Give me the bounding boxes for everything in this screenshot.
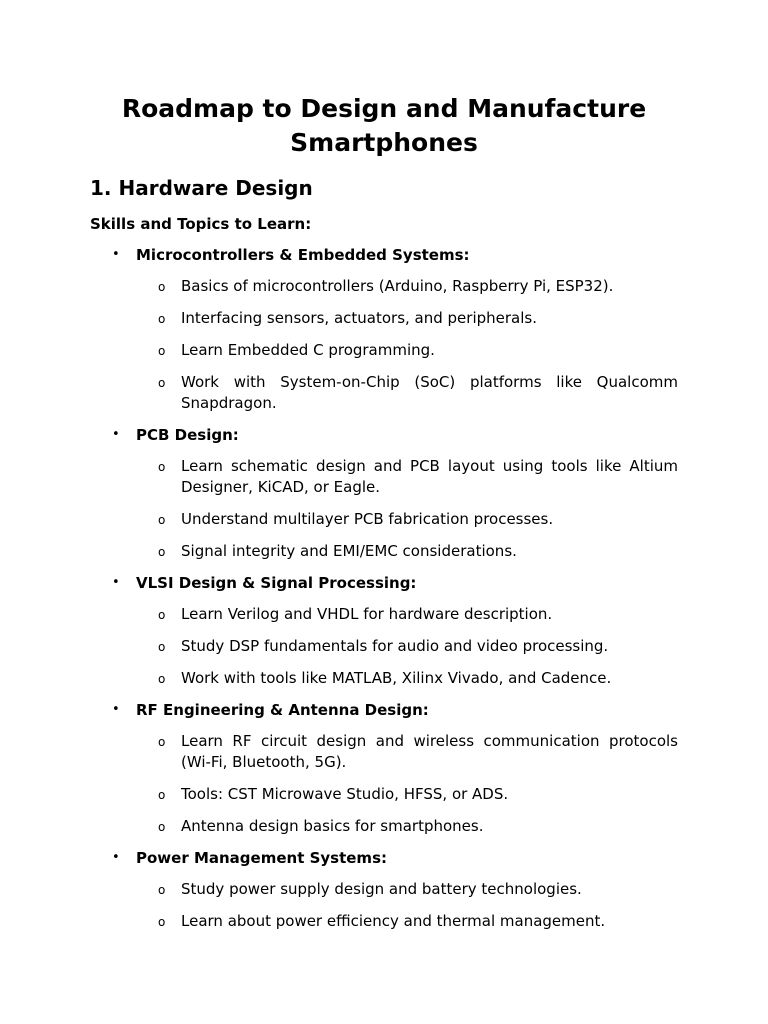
detail-text: Learn Embedded C programming. [181, 341, 435, 359]
circle-bullet-icon: o [158, 788, 166, 802]
detail-text: Work with System-on-Chip (SoC) platforms like Qualcomm Snapdragon. [181, 373, 678, 412]
detail-item [90, 276, 678, 297]
bullet-icon: • [112, 427, 120, 442]
circle-bullet-icon: o [158, 640, 166, 654]
topic-item [90, 573, 678, 689]
detail-text: Work with tools like MATLAB, Xilinx Vivado, and Cadence. [181, 669, 612, 687]
detail-text: Antenna design basics for smartphones. [181, 817, 484, 835]
document-title: Roadmap to Design and Manufacture Smartphones [121, 94, 647, 157]
topic-item [90, 245, 678, 414]
detail-item [90, 340, 678, 361]
detail-item [90, 372, 678, 414]
bullet-icon: • [112, 575, 120, 590]
detail-list [90, 276, 678, 414]
topic-title: VLSI Design & Signal Processing: [136, 574, 417, 592]
detail-item [90, 668, 678, 689]
detail-item [90, 879, 678, 900]
detail-item [90, 731, 678, 773]
topic-item [90, 425, 678, 562]
circle-bullet-icon: o [158, 344, 166, 358]
detail-item [90, 636, 678, 657]
detail-item [90, 456, 678, 498]
topic-item [90, 848, 678, 932]
circle-bullet-icon: o [158, 460, 166, 474]
detail-list [90, 456, 678, 562]
detail-item [90, 911, 678, 932]
detail-text: Learn RF circuit design and wireless communication protocols (Wi-Fi, Bluetooth, 5G). [181, 732, 678, 771]
detail-text: Tools: CST Microwave Studio, HFSS, or ADS. [181, 785, 509, 803]
circle-bullet-icon: o [158, 513, 166, 527]
circle-bullet-icon: o [158, 312, 166, 326]
topic-title: RF Engineering & Antenna Design: [136, 701, 429, 719]
detail-text: Study power supply design and battery technologies. [181, 880, 582, 898]
detail-item [90, 509, 678, 530]
circle-bullet-icon: o [158, 672, 166, 686]
circle-bullet-icon: o [158, 883, 166, 897]
circle-bullet-icon: o [158, 820, 166, 834]
circle-bullet-icon: o [158, 280, 166, 294]
detail-list [90, 879, 678, 932]
section-heading: 1. Hardware Design [90, 176, 313, 200]
detail-list [90, 731, 678, 837]
detail-text: Signal integrity and EMI/EMC considerations. [181, 542, 517, 560]
skills-subheading: Skills and Topics to Learn: [90, 215, 312, 233]
topic-title: Power Management Systems: [136, 849, 387, 867]
detail-text: Basics of microcontrollers (Arduino, Raspberry Pi, ESP32). [181, 277, 614, 295]
circle-bullet-icon: o [158, 545, 166, 559]
circle-bullet-icon: o [158, 376, 166, 390]
topic-title: Microcontrollers & Embedded Systems: [136, 246, 470, 264]
circle-bullet-icon: o [158, 915, 166, 929]
detail-item [90, 784, 678, 805]
detail-item [90, 308, 678, 329]
bullet-icon: • [112, 850, 120, 865]
topic-list [90, 245, 678, 932]
detail-text: Learn about power efficiency and thermal management. [181, 912, 606, 930]
detail-text: Understand multilayer PCB fabrication processes. [181, 510, 554, 528]
document-page [90, 92, 678, 932]
circle-bullet-icon: o [158, 608, 166, 622]
bullet-icon: • [112, 247, 120, 262]
detail-item [90, 816, 678, 837]
detail-list [90, 604, 678, 689]
detail-text: Learn Verilog and VHDL for hardware description. [181, 605, 553, 623]
detail-item [90, 604, 678, 625]
bullet-icon: • [112, 702, 120, 717]
topic-title: PCB Design: [136, 426, 239, 444]
detail-item [90, 541, 678, 562]
detail-text: Study DSP fundamentals for audio and video processing. [181, 637, 609, 655]
detail-text: Learn schematic design and PCB layout using tools like Altium Designer, KiCAD, or Eagle. [181, 457, 678, 496]
detail-text: Interfacing sensors, actuators, and peripherals. [181, 309, 537, 327]
circle-bullet-icon: o [158, 735, 166, 749]
topic-item [90, 700, 678, 837]
